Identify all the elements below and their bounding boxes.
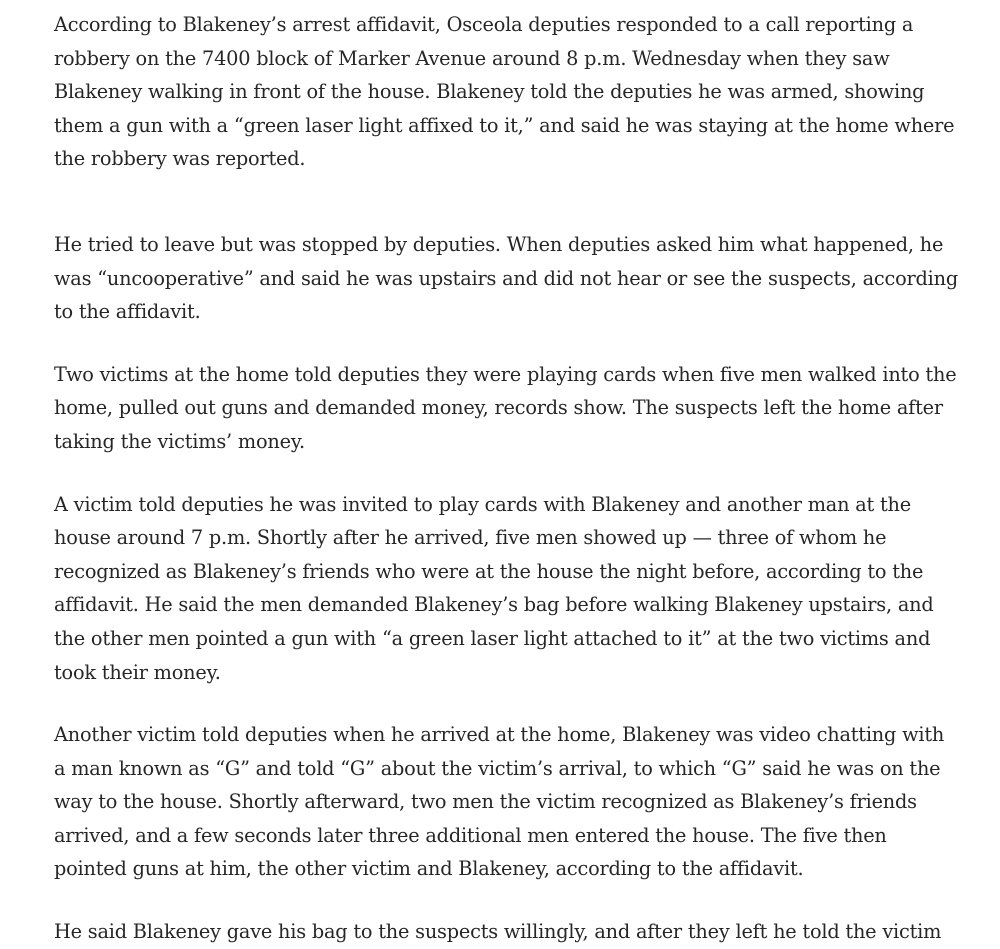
text-line: the robbery was reported.	[54, 147, 306, 171]
text-line: house around 7 p.m. Shortly after he arrived, five men showed up — three of whom he	[54, 526, 887, 550]
paragraph-arrest-affidavit	[54, 8, 974, 176]
text-line: pointed guns at him, the other victim and Blakeney, according to the affidavit.	[54, 857, 804, 881]
text-line: to the affidavit.	[54, 300, 201, 324]
text-line: A victim told deputies he was invited to play cards with Blakeney and another man at the	[54, 492, 911, 516]
paragraph-tried-to-leave	[54, 228, 974, 329]
text-line: Two victims at the home told deputies they were playing cards when five men walked into the	[54, 362, 957, 386]
text-line: He said Blakeney gave his bag to the suspects willingly, and after they left he told the victim	[54, 920, 942, 944]
text-line: arrived, and a few seconds later three additional men entered the house. The five then	[54, 823, 887, 847]
article-body	[54, 8, 974, 949]
text-line: was “uncooperative” and said he was upstairs and did not hear or see the suspects, according	[54, 266, 958, 290]
paragraph-bag-willingly	[54, 915, 974, 949]
paragraph-two-victims	[54, 358, 974, 459]
paragraph-victim-invited	[54, 488, 974, 690]
text-line: home, pulled out guns and demanded money, records show. The suspects left the home after	[54, 396, 943, 420]
paragraph-spacer	[54, 176, 974, 228]
paragraph-another-victim	[54, 718, 974, 886]
text-line: a man known as “G” and told “G” about the victim’s arrival, to which “G” said he was on the	[54, 756, 941, 780]
text-line: them a gun with a “green laser light affixed to it,” and said he was staying at the home where	[54, 113, 955, 137]
text-line: Another victim told deputies when he arrived at the home, Blakeney was video chatting with	[54, 723, 945, 747]
text-line: way to the house. Shortly afterward, two men the victim recognized as Blakeney’s friends	[54, 790, 917, 814]
text-line: He tried to leave but was stopped by deputies. When deputies asked him what happened, he	[54, 232, 944, 256]
paragraph-spacer	[54, 329, 974, 358]
text-line: affidavit. He said the men demanded Blakeney’s bag before walking Blakeney upstairs, and	[54, 593, 934, 617]
text-line: recognized as Blakeney’s friends who were at the house the night before, according to the	[54, 559, 924, 583]
paragraph-spacer	[54, 689, 974, 718]
text-line: robbery on the 7400 block of Marker Avenue around 8 p.m. Wednesday when they saw	[54, 46, 890, 70]
paragraph-spacer	[54, 459, 974, 488]
text-line: taking the victims’ money.	[54, 429, 305, 453]
text-line: took their money.	[54, 660, 221, 684]
text-line: Blakeney walking in front of the house. Blakeney told the deputies he was armed, showing	[54, 80, 925, 104]
text-line: the other men pointed a gun with “a green laser light attached to it” at the two victims and	[54, 626, 931, 650]
text-line: According to Blakeney’s arrest affidavit, Osceola deputies responded to a call reporting a	[54, 13, 914, 36]
paragraph-spacer	[54, 886, 974, 915]
